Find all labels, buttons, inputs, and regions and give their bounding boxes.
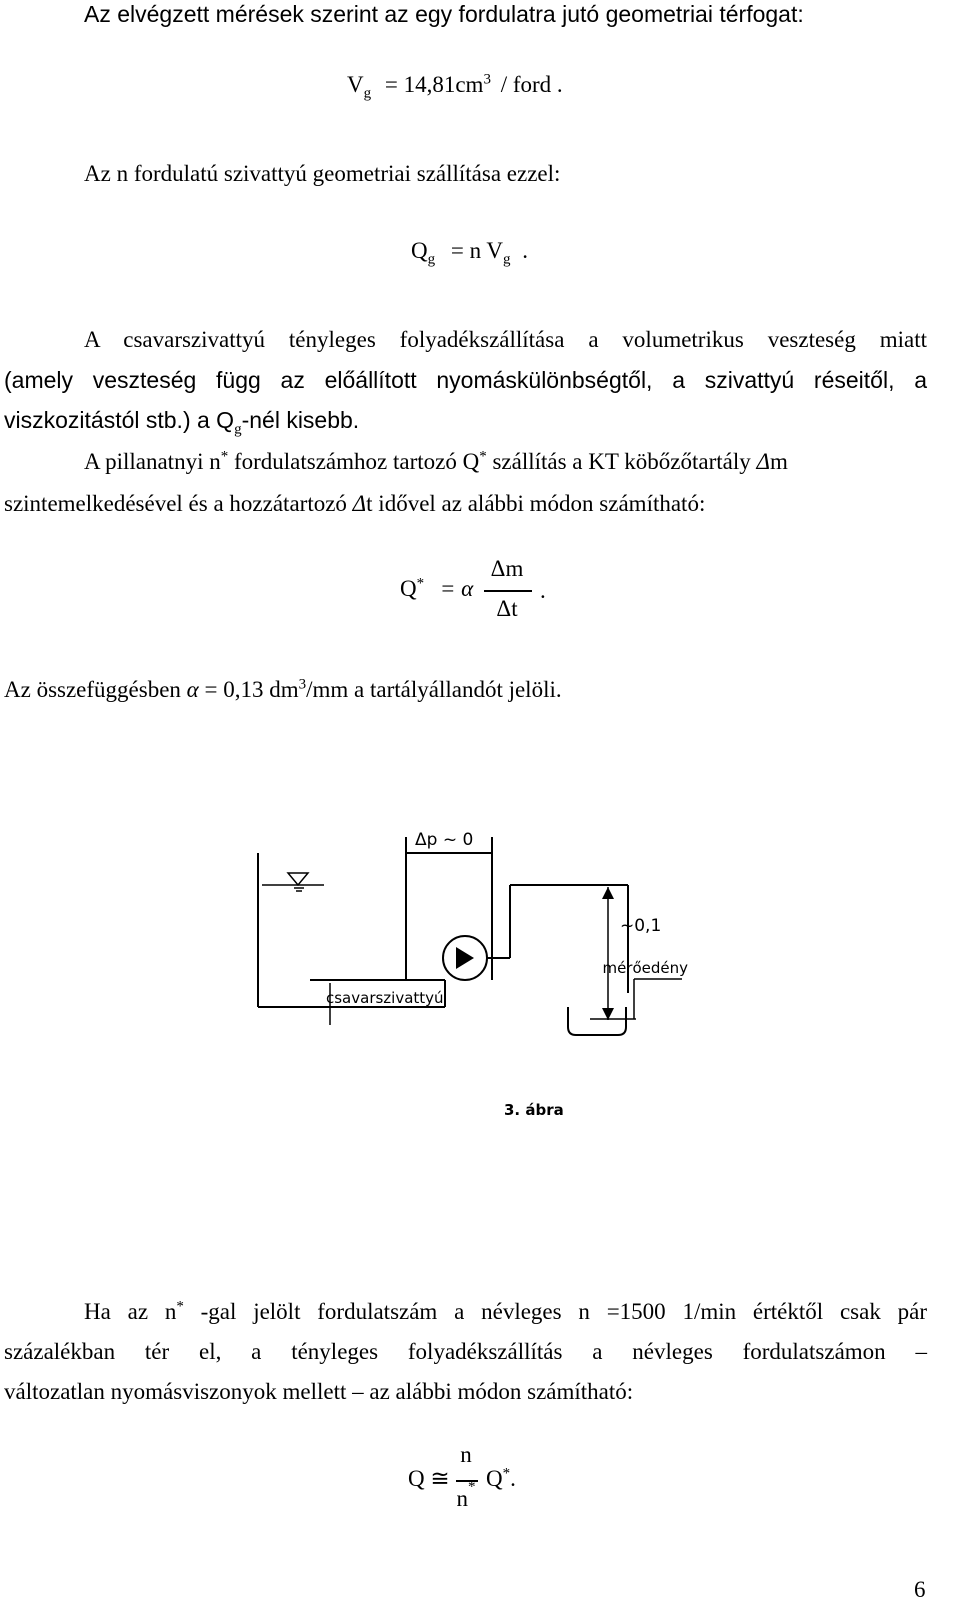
- eq4-rhs-group: [486, 1466, 516, 1492]
- p5-alpha: α: [186, 677, 199, 702]
- eq1-tail: / ford .: [500, 72, 563, 97]
- p4-delta2: Δ: [352, 491, 367, 516]
- paragraph-volumetric-line2: (amely veszteség függ az előállított nyomáskülönbségtől, a szivattyú réseitől, a: [4, 367, 927, 393]
- equation-qg: [411, 238, 529, 268]
- p5-sup: 3: [298, 676, 307, 693]
- p4-a: A pillanatnyi n: [84, 449, 221, 474]
- eq3-denominator: Δt: [496, 596, 518, 621]
- eq4-denominator: [454, 1479, 478, 1512]
- measuring-vessel: [568, 1007, 626, 1035]
- paragraph-nominal-line3: változatlan nyomásviszonyok mellett – az alábbi módon számítható:: [4, 1379, 634, 1404]
- eq4-lhs: Q ≅: [408, 1466, 450, 1491]
- height-label: ~0,1: [620, 916, 662, 936]
- eq3-star: *: [416, 575, 425, 592]
- eq4-numerator: n: [460, 1442, 472, 1467]
- p5-b: = 0,13 dm: [198, 677, 299, 702]
- p5-a: Az összefüggésben: [4, 677, 187, 702]
- paragraph-nominal-line2: százalékban tér el, a tényleges folyadékszállítás a névleges fordulatszámon –: [4, 1339, 927, 1364]
- eq1-sup: 3: [483, 71, 491, 88]
- paragraph-geometric-delivery: Az n fordulatú szivattyú geometriai szállítása ezzel:: [84, 161, 561, 186]
- eq4-rhs: Q: [486, 1466, 503, 1491]
- p3-line3-b: -nél kisebb.: [241, 407, 360, 433]
- eq3-lhs: Q: [400, 576, 417, 601]
- equation-vg: [347, 71, 563, 102]
- p3-line3-a: viszkozitástól stb.) a Q: [4, 407, 235, 433]
- eq3-eq: = α: [439, 576, 474, 601]
- paragraph-volumetric-line1: A csavarszivattyú tényleges folyadékszállítása a volumetrikus veszteség miatt: [84, 327, 927, 352]
- eq4-tail: .: [510, 1466, 516, 1491]
- p6-b: -gal jelölt fordulatszám a névleges n =1500 1/min értéktől csak pár: [183, 1299, 927, 1324]
- paragraph-nominal-line1: [84, 1298, 927, 1326]
- p4-b: fordulatszámhoz tartozó Q: [228, 449, 480, 474]
- eq3-tail: .: [540, 578, 546, 603]
- eq2-sub2: g: [503, 251, 511, 268]
- dp-label: Δp ~ 0: [415, 830, 474, 850]
- p4-line2-b: t idővel az alábbi módon számítható:: [366, 491, 706, 516]
- eq2-sub1: g: [427, 251, 436, 268]
- eq4-den: n: [456, 1486, 468, 1511]
- eq3-lhs-group: [400, 576, 473, 602]
- p4-d: m: [769, 449, 788, 474]
- p4-line2-a: szintemelkedésével és a hozzátartozó: [4, 491, 353, 516]
- p4-star2: *: [479, 448, 487, 465]
- paragraph-constant: [4, 676, 562, 704]
- height-arrow-up-icon: [602, 887, 614, 899]
- eq1-lhs: V: [347, 72, 364, 97]
- p3-line3-sub: g: [234, 421, 242, 438]
- eq3-numerator: Δm: [490, 556, 524, 581]
- paragraph-instant-line1: [84, 448, 788, 476]
- eq2-tail: .: [522, 238, 529, 263]
- eq2-lhs: Q: [411, 238, 428, 263]
- p4-star1: *: [220, 448, 229, 465]
- page-number: 6: [914, 1577, 926, 1602]
- paragraph-volumetric-line3: [4, 406, 360, 438]
- water-level-triangle: [288, 873, 308, 885]
- eq1-sub: g: [363, 85, 372, 102]
- p4-delta: Δ: [756, 449, 770, 474]
- pump-test-figure: [250, 815, 690, 1125]
- p6-star: *: [176, 1298, 184, 1315]
- paragraph-intro: Az elvégzett mérések szerint az egy fordulatra jutó geometriai térfogat:: [84, 1, 804, 27]
- pump-label: csavarszivattyú: [326, 989, 444, 1007]
- eq4-star: *: [502, 1465, 511, 1482]
- eq4-den-star: *: [468, 1479, 476, 1496]
- eq2-mid: = n V: [450, 238, 504, 263]
- eq3-fraction-bar: [484, 590, 532, 592]
- p6-a: Ha az n: [84, 1299, 177, 1324]
- p5-c: /mm a tartályállandót jelöli.: [306, 677, 562, 702]
- vessel-label: mérőedény: [602, 959, 688, 977]
- paragraph-instant-line2: [4, 490, 705, 518]
- eq1-rhs: = 14,81cm: [384, 72, 484, 97]
- figure-caption: 3. ábra: [504, 1101, 564, 1119]
- p4-c: szállítás a KT köbőzőtartály: [486, 449, 757, 474]
- height-arrow-down-icon: [602, 1008, 614, 1020]
